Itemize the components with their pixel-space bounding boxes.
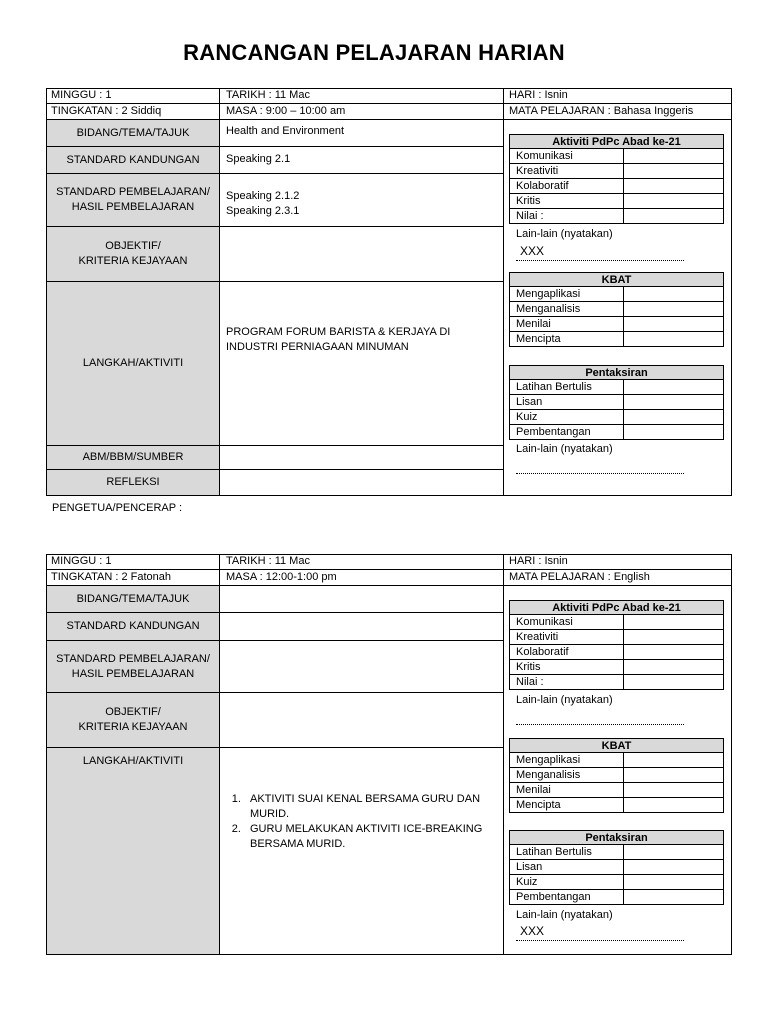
label-bidang: BIDANG/TEMA/TAJUK [46, 585, 220, 613]
langkah-value-2: INDUSTRI PERNIAGAAN MINUMAN [226, 341, 409, 353]
abad-lain-lain: Lain-lain (nyatakan) [516, 694, 613, 706]
signature-label: PENGETUA/PENCERAP : [52, 502, 182, 514]
kbat-table [509, 738, 724, 813]
label-standard-kandungan: STANDARD KANDUNGAN [46, 612, 220, 641]
abad-item: Nilai : [516, 676, 544, 688]
abad-lain-lain-value: XXX [520, 244, 545, 258]
page-title: RANCANGAN PELAJARAN HARIAN [183, 40, 565, 65]
hari: HARI : Isnin [509, 89, 568, 101]
langkah-steps [224, 792, 484, 852]
standard-pembelajaran-value-1: Speaking 2.1.2 [226, 190, 300, 202]
abad-item: Komunikasi [516, 150, 573, 162]
label-bidang: BIDANG/TEMA/TAJUK [46, 119, 220, 147]
kbat-item: Mengaplikasi [516, 754, 581, 766]
kbat-item: Menganalisis [516, 303, 581, 315]
abad-item: Kreativiti [516, 165, 559, 177]
pentaksiran-item: Latihan Bertulis [516, 381, 592, 393]
langkah-step: 1. AKTIVITI SUAI KENAL BERSAMA GURU DAN MURID. [244, 792, 484, 822]
pentaksiran-item: Latihan Bertulis [516, 846, 592, 858]
pentaksiran-item: Pembentangan [516, 891, 591, 903]
abad-item: Kreativiti [516, 631, 559, 643]
kbat-item: Mencipta [516, 333, 561, 345]
label-standard-kandungan: STANDARD KANDUNGAN [46, 146, 220, 174]
standard-kandungan-value: Speaking 2.1 [226, 153, 291, 165]
pentaksiran-item: Lisan [516, 396, 543, 408]
abad-item: Kolaboratif [516, 646, 569, 658]
dotted-line [516, 724, 684, 725]
pentaksiran-item: Lisan [516, 861, 543, 873]
label-langkah: LANGKAH/AKTIVITI [46, 747, 220, 955]
tarikh: TARIKH : 11 Mac [226, 89, 310, 101]
label-objektif: OBJEKTIF/ KRITERIA KEJAYAAN [46, 692, 220, 748]
kbat-header: KBAT [509, 738, 724, 753]
label-standard-pembelajaran: STANDARD PEMBELAJARAN/ HASIL PEMBELAJARAN [46, 640, 220, 693]
minggu: MINGGU : 1 [51, 89, 112, 101]
pentaksiran-header: Pentaksiran [509, 830, 724, 845]
kbat-header: KBAT [509, 272, 724, 287]
masa: MASA : 9:00 – 10:00 am [226, 105, 346, 117]
hari: HARI : Isnin [509, 555, 568, 567]
abad-21-table [509, 134, 724, 224]
kbat-item: Menilai [516, 318, 551, 330]
mata-pelajaran: MATA PELAJARAN : Bahasa Inggeris [509, 105, 694, 117]
dotted-line [516, 260, 684, 261]
pentaksiran-item: Kuiz [516, 876, 538, 888]
abad-item: Komunikasi [516, 616, 573, 628]
tarikh: TARIKH : 11 Mac [226, 555, 310, 567]
abad-item: Kolaboratif [516, 180, 569, 192]
tingkatan: TINGKATAN : 2 Siddiq [51, 105, 162, 117]
tingkatan: TINGKATAN : 2 Fatonah [51, 571, 172, 583]
minggu: MINGGU : 1 [51, 555, 112, 567]
abad-21-header: Aktiviti PdPc Abad ke-21 [509, 600, 724, 615]
label-abm: ABM/BBM/SUMBER [46, 445, 220, 470]
pentaksiran-lain-lain: Lain-lain (nyatakan) [516, 909, 613, 921]
pentaksiran-header: Pentaksiran [509, 365, 724, 380]
abad-lain-lain: Lain-lain (nyatakan) [516, 228, 613, 240]
abad-21-header: Aktiviti PdPc Abad ke-21 [509, 134, 724, 149]
pentaksiran-table [509, 365, 724, 440]
pentaksiran-item: Kuiz [516, 411, 538, 423]
dotted-line [516, 473, 684, 474]
kbat-item: Mengaplikasi [516, 288, 581, 300]
kbat-item: Mencipta [516, 799, 561, 811]
pentaksiran-lain-lain: Lain-lain (nyatakan) [516, 443, 613, 455]
standard-pembelajaran-value-2: Speaking 2.3.1 [226, 205, 300, 217]
kbat-item: Menganalisis [516, 769, 581, 781]
lesson-plan-1 [46, 88, 732, 496]
label-objektif: OBJEKTIF/ KRITERIA KEJAYAAN [46, 226, 220, 282]
abad-item: Kritis [516, 195, 541, 207]
kbat-item: Menilai [516, 784, 551, 796]
label-standard-pembelajaran: STANDARD PEMBELAJARAN/ HASIL PEMBELAJARAN [46, 173, 220, 227]
dotted-line [516, 940, 684, 941]
lesson-plan-2 [46, 554, 732, 955]
langkah-value-1: PROGRAM FORUM BARISTA & KERJAYA DI [226, 326, 451, 338]
langkah-step: 2. GURU MELAKUKAN AKTIVITI ICE-BREAKING BERSAMA MURID. [244, 822, 484, 852]
pentaksiran-lain-lain-value: XXX [520, 924, 545, 938]
masa: MASA : 12:00-1:00 pm [226, 571, 337, 583]
pentaksiran-item: Pembentangan [516, 426, 591, 438]
mata-pelajaran: MATA PELAJARAN : English [509, 571, 650, 583]
bidang-value: Health and Environment [226, 125, 345, 137]
abad-item: Kritis [516, 661, 541, 673]
kbat-table [509, 272, 724, 347]
label-langkah: LANGKAH/AKTIVITI [46, 281, 220, 446]
abad-item: Nilai : [516, 210, 544, 222]
label-refleksi: REFLEKSI [46, 469, 220, 496]
abad-21-table [509, 600, 724, 690]
pentaksiran-table [509, 830, 724, 905]
